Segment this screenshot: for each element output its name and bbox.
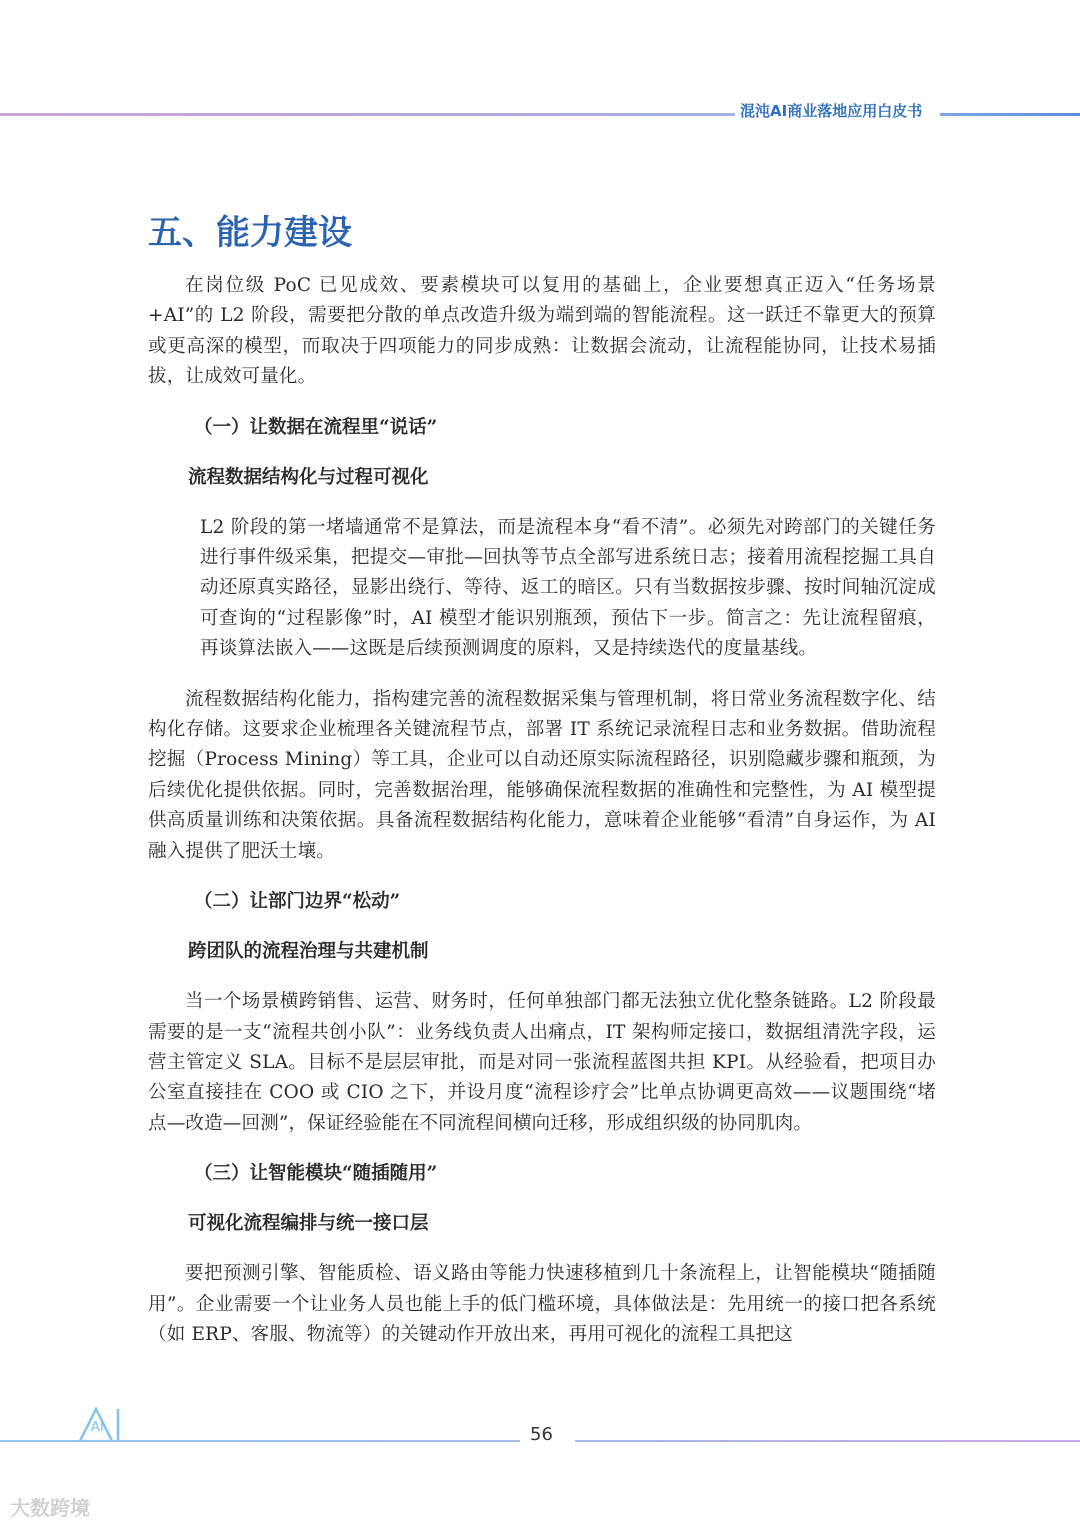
page-title: 五、能力建设 [148, 213, 352, 253]
watermark: 大数跨境 [10, 1496, 90, 1520]
section-3-paragraph-1: 要把预测引擎、智能质检、语义路由等能力快速移植到几十条流程上，让智能模块“随插随用”。企业需要一个让业务人员也能上手的低门槛环境，具体做法是：先用统一的接口把各系统（如 ERP、客服、物流等）的关键动作开放出来，再用可视化的流程工具把这 [148, 1263, 936, 1345]
section-2-paragraph-1: 当一个场景横跨销售、运营、财务时，任何单独部门都无法独立优化整条链路。L2 阶段最需要的是一支“流程共创小队”：业务线负责人出痛点，IT 架构师定接口，数据组清洗字段，运营主管定义 SLA。目标不是层层审批，而是对同一张流程蓝图共担 KPI。从经验看，把项目办公室直接挂在 COO 或 CIO 之下，并设月度“流程诊疗会”比单点协调更高效——议题围绕“堵点—改造—回测”，保证经验能在不同流程间横向迁移，形成组织级的协同肌肉。 [148, 991, 936, 1134]
section-2-subheading: 跨团队的流程治理与共建机制 [188, 941, 429, 963]
section-2-heading: （二）让部门边界“松动” [194, 891, 401, 913]
ai-logo-icon [78, 1405, 128, 1443]
page-number: 56 [530, 1424, 553, 1445]
section-1-subheading: 流程数据结构化与过程可视化 [188, 466, 429, 488]
section-1-paragraph-2: 流程数据结构化能力，指构建完善的流程数据采集与管理机制，将日常业务流程数字化、结构化存储。这要求企业梳理各关键流程节点，部署 IT 系统记录流程日志和业务数据。借助流程挖掘（Process Mining）等工具，企业可以自动还原实际流程路径，识别隐藏步骤和瓶颈，为后续优化提供依据。同时，完善数据治理，能够确保流程数据的准确性和完整性，为 AI 模型提供高质量训练和决策依据。具备流程数据结构化能力，意味着企业能够“看清”自身运作，为 AI 融入提供了肥沃土壤。 [148, 688, 936, 862]
section-3-heading: （三）让智能模块“随插随用” [194, 1163, 438, 1185]
header-rule-right [940, 113, 1080, 116]
intro-paragraph: 在岗位级 PoC 已见成效、要素模块可以复用的基础上，企业要想真正迈入“任务场景 +AI”的 L2 阶段，需要把分散的单点改造升级为端到端的智能流程。这一跃迁不靠更大的预算或更高深的模型，而取决于四项能力的同步成熟：让数据会流动，让流程能协同，让技术易插拔，让成效可量化。 [148, 275, 936, 388]
footer-rule-left [0, 1440, 520, 1442]
main-content [148, 271, 936, 1350]
ai-logo-text: AI [91, 1420, 104, 1435]
section-1-heading: （一）让数据在流程里“说话” [194, 416, 438, 438]
section-3-subheading: 可视化流程编排与统一接口层 [188, 1213, 429, 1235]
header-rule-left [0, 113, 735, 116]
section-1-paragraph-1: L2 阶段的第一堵墙通常不是算法，而是流程本身“看不清”。必须先对跨部门的关键任务进行事件级采集，把提交—审批—回执等节点全部写进系统日志；接着用流程挖掘工具自动还原真实路径，显影出绕行、等待、返工的暗区。只有当数据按步骤、按时间轴沉淀成可查询的“过程影像”时，AI 模型才能识别瓶颈，预估下一步。简言之：先让流程留痕，再谈算法嵌入——这既是后续预测调度的原料，又是持续迭代的度量基线。 [200, 516, 936, 660]
header-title: 混沌AI商业落地应用白皮书 [740, 102, 923, 120]
footer-rule-right [575, 1440, 1080, 1442]
